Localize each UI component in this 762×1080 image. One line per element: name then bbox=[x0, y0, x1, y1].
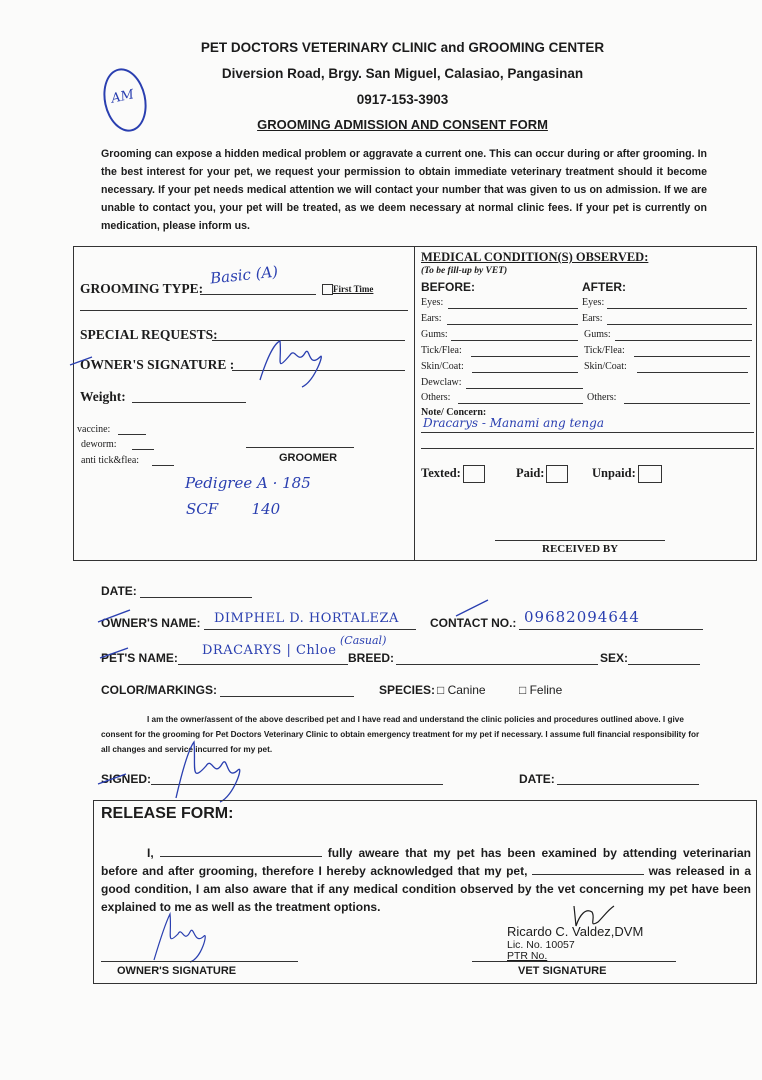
row-before-gums: Gums: bbox=[421, 329, 448, 340]
note-label: Note/ Concern: bbox=[421, 407, 487, 418]
release-pet-blank bbox=[532, 863, 644, 875]
breed-label: BREED: bbox=[348, 651, 395, 665]
stamp-text: AM bbox=[109, 87, 136, 107]
paid-text: Paid: bbox=[516, 465, 545, 480]
owner-signature-scribble bbox=[70, 335, 330, 395]
weight-label: Weight: bbox=[80, 389, 126, 404]
unpaid-checkbox[interactable] bbox=[638, 465, 662, 483]
sex-line bbox=[628, 664, 700, 665]
pets-name-line bbox=[178, 664, 348, 665]
left-separator-line bbox=[80, 310, 408, 311]
owners-signature-release-label: OWNER'S SIGNATURE bbox=[117, 965, 237, 977]
row-after-gums-line bbox=[615, 340, 752, 341]
row-dewclaw: Dewclaw: bbox=[421, 377, 462, 388]
anti-tick-label: anti tick&flea: bbox=[81, 455, 140, 466]
received-by-line bbox=[495, 540, 665, 541]
row-before-skin-line bbox=[472, 372, 578, 373]
row-before-tick: Tick/Flea: bbox=[421, 345, 462, 356]
breed-value: (Casual) bbox=[340, 634, 387, 647]
vaccine-label: vaccine: bbox=[77, 424, 111, 435]
unpaid-label bbox=[592, 465, 662, 483]
row-after-eyes-line bbox=[607, 308, 747, 309]
note-line-1 bbox=[421, 432, 754, 433]
after-label: AFTER: bbox=[582, 280, 626, 294]
medical-title: MEDICAL CONDITION(S) OBSERVED: bbox=[421, 250, 649, 264]
vet-ptr-no: PTR No. bbox=[507, 950, 548, 962]
vet-signature-line bbox=[472, 961, 676, 962]
owners-name-label: OWNER'S NAME: bbox=[101, 616, 201, 630]
note-value: Dracarys - Manami ang tenga bbox=[423, 416, 604, 430]
color-label: COLOR/MARKINGS: bbox=[101, 683, 217, 697]
signed-signature-scribble bbox=[96, 736, 276, 806]
release-i: I, bbox=[147, 846, 154, 860]
unpaid-text: Unpaid: bbox=[592, 465, 636, 480]
release-title: RELEASE FORM: bbox=[101, 805, 234, 822]
before-label: BEFORE: bbox=[421, 280, 475, 294]
vet-signature-label: VET SIGNATURE bbox=[518, 965, 607, 977]
clinic-name: PET DOCTORS VETERINARY CLINIC and GROOMING CENTER bbox=[200, 40, 605, 55]
release-name-blank bbox=[160, 845, 322, 857]
pets-name-value: DRACARYS | Chloe bbox=[202, 643, 337, 658]
owners-name-line bbox=[204, 629, 416, 630]
row-dewclaw-line bbox=[466, 388, 583, 389]
texted-label bbox=[421, 465, 485, 483]
feline-option[interactable]: □ Feline bbox=[519, 683, 563, 697]
row-after-skin-line bbox=[637, 372, 748, 373]
weight-line bbox=[132, 402, 246, 403]
first-time-checkbox[interactable] bbox=[322, 284, 333, 295]
row-before-gums-line bbox=[451, 340, 578, 341]
first-time-label: First Time bbox=[333, 284, 374, 294]
row-before-ears-line bbox=[447, 324, 578, 325]
release-owner-signature-scribble bbox=[150, 910, 220, 965]
row-before-ears: Ears: bbox=[421, 313, 442, 324]
owner-signature-label: OWNER'S SIGNATURE : bbox=[80, 357, 235, 372]
row-after-ears-line bbox=[607, 324, 752, 325]
form-title: GROOMING ADMISSION AND CONSENT FORM bbox=[257, 117, 548, 132]
row-before-skin: Skin/Coat: bbox=[421, 361, 464, 372]
release-text-1: fully aweare that my pet has been examined by attending veterinarian before and after grooming, therefore I hereby acknowledged that my pet, bbox=[101, 846, 751, 878]
sex-label: SEX: bbox=[600, 651, 629, 665]
grooming-type-line bbox=[200, 294, 316, 295]
date-label: DATE: bbox=[101, 584, 137, 598]
row-after-eyes: Eyes: bbox=[582, 297, 605, 308]
grooming-type-label: GROOMING TYPE: bbox=[80, 281, 204, 296]
pets-name-check-mark bbox=[98, 644, 138, 664]
signed-date-line bbox=[557, 784, 699, 785]
row-after-tick: Tick/Flea: bbox=[584, 345, 625, 356]
release-text-2: was released in a good condition, I am also aware that if any medical condition observed by the vet concerning my pet have been explained to me as well as the treatment options. bbox=[101, 864, 752, 914]
row-after-others: Others: bbox=[587, 392, 617, 403]
row-before-others: Others: bbox=[421, 392, 451, 403]
owners-name-check-mark bbox=[96, 606, 136, 626]
canine-option[interactable]: □ Canine bbox=[437, 683, 486, 697]
vet-lic-no: Lic. No. 10057 bbox=[507, 939, 575, 951]
note-line-2 bbox=[421, 448, 754, 449]
paid-label bbox=[516, 465, 568, 483]
row-after-gums: Gums: bbox=[584, 329, 611, 340]
groomer-note-line2: SCF 140 bbox=[186, 500, 281, 518]
color-line bbox=[220, 696, 354, 697]
intro-paragraph: Grooming can expose a hidden medical problem or aggravate a current one. This can occur during or after grooming. In the best interest for your pet, we request your permission to obtain immediate veterinary treatment should it become necessary. If your pet needs medical attention we will contact your number that was given to us on admission. If we are unable to contact you, your pet will be treated, as we deem necessary at normal clinic fees. If your pet is currently on medication, please inform us. bbox=[101, 148, 707, 232]
clinic-phone: 0917-153-3903 bbox=[356, 92, 449, 107]
row-after-tick-line bbox=[634, 356, 750, 357]
owner-signature-release-line bbox=[101, 961, 298, 962]
contact-line bbox=[519, 629, 703, 630]
release-paragraph bbox=[101, 844, 751, 916]
groomer-line bbox=[246, 447, 354, 448]
row-after-ears: Ears: bbox=[582, 313, 603, 324]
deworm-label: deworm: bbox=[81, 439, 117, 450]
row-after-skin: Skin/Coat: bbox=[584, 361, 627, 372]
texted-text: Texted: bbox=[421, 465, 461, 480]
date-line bbox=[140, 597, 252, 598]
contact-label: CONTACT NO.: bbox=[430, 616, 517, 630]
clinic-address: Diversion Road, Brgy. San Miguel, Calasiao, Pangasinan bbox=[221, 66, 584, 81]
groomer-label: GROOMER bbox=[279, 452, 338, 464]
vet-name: Ricardo C. Valdez,DVM bbox=[507, 924, 644, 939]
pets-name-label: PET'S NAME: bbox=[101, 651, 178, 665]
grooming-type-value: Basic (A) bbox=[209, 262, 279, 288]
medical-subtitle: (To be fill-up by VET) bbox=[421, 266, 508, 276]
signed-date-label: DATE: bbox=[519, 772, 555, 786]
special-requests-label: SPECIAL REQUESTS: bbox=[80, 327, 218, 342]
row-before-tick-line bbox=[471, 356, 578, 357]
contact-check-mark bbox=[454, 598, 494, 618]
row-before-others-line bbox=[458, 403, 583, 404]
deworm-line bbox=[132, 449, 154, 450]
species-label: SPECIES: bbox=[379, 683, 436, 697]
row-after-others-line bbox=[624, 403, 750, 404]
owners-name-value: DIMPHEL D. HORTALEZA bbox=[214, 611, 399, 626]
breed-line bbox=[396, 664, 598, 665]
vaccine-line bbox=[118, 434, 146, 435]
row-before-eyes: Eyes: bbox=[421, 297, 444, 308]
groomer-note-line1: Pedigree A · 185 bbox=[185, 474, 311, 492]
admission-divider bbox=[414, 246, 415, 560]
contact-value: 09682094644 bbox=[524, 608, 640, 626]
paid-checkbox[interactable] bbox=[546, 465, 568, 483]
texted-checkbox[interactable] bbox=[463, 465, 485, 483]
signed-label: SIGNED: bbox=[101, 772, 152, 786]
received-by-label: RECEIVED BY bbox=[542, 543, 619, 555]
consent-paragraph: I am the owner/assent of the above described pet and I have read and understand the clinic policies and procedures outlined above. I give consent for the grooming for Pet Doctors Veterinary Clinic to obtain emergency treatment for my pet if necessary. I assume full financial responsibility for all changes and service incurred for my pet. bbox=[101, 715, 700, 754]
anti-tick-line bbox=[152, 465, 174, 466]
row-before-eyes-line bbox=[448, 308, 578, 309]
